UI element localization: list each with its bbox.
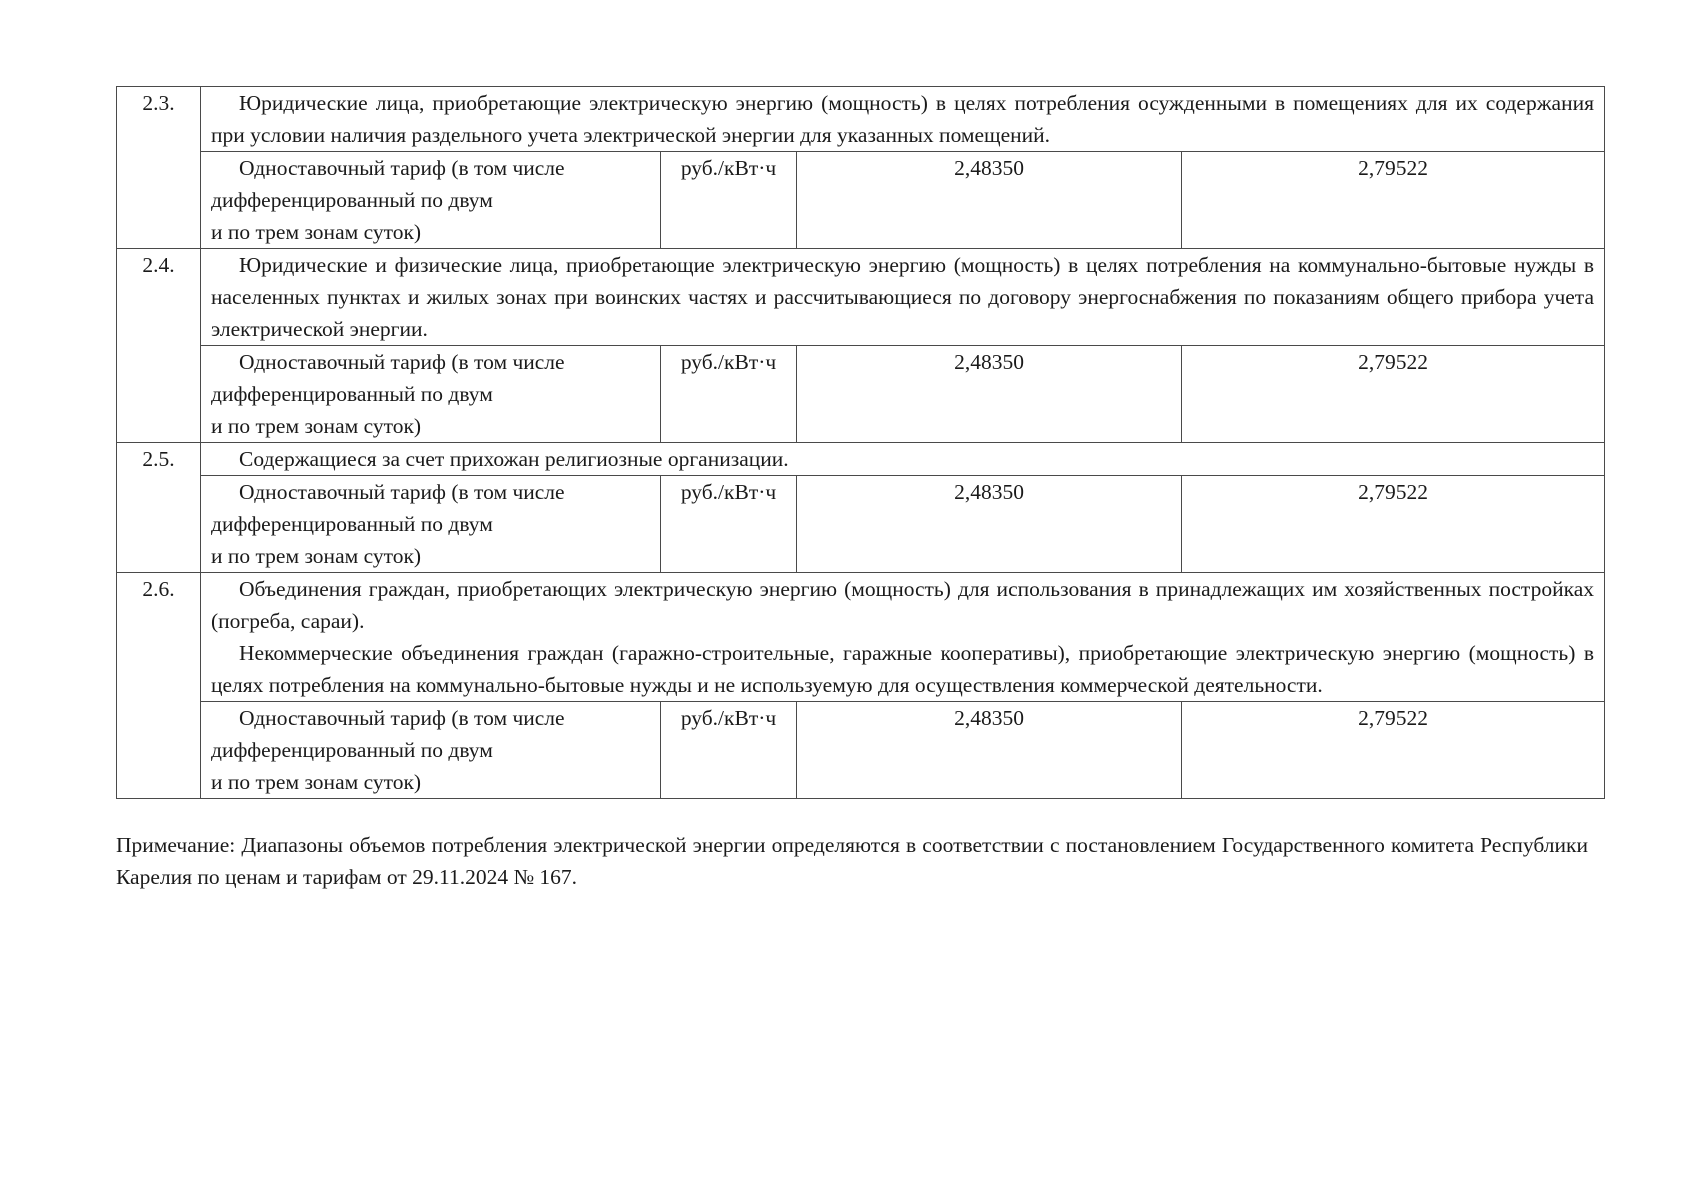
- category-description: [201, 87, 1605, 152]
- tariff-label-line: Одноставочный тариф (в том числе: [239, 156, 565, 180]
- tariff-label-line: Одноставочный тариф (в том числе: [239, 706, 565, 730]
- row-number: 2.6.: [117, 573, 201, 799]
- table-row-2-5-tariff: [117, 476, 1605, 573]
- table-row-2-6-tariff: [117, 702, 1605, 799]
- tariff-value-second: 2,79522: [1182, 476, 1605, 573]
- table-row-2-6: [117, 573, 1605, 702]
- tariff-unit: руб./кВт·ч: [661, 152, 797, 249]
- tariff-label-line: дифференцированный по двум: [211, 738, 493, 762]
- category-description: [201, 443, 1605, 476]
- tariff-label: [201, 702, 661, 799]
- tariff-unit: руб./кВт·ч: [661, 476, 797, 573]
- tariff-unit: руб./кВт·ч: [661, 702, 797, 799]
- description-paragraph: Юридические и физические лица, приобретающие электрическую энергию (мощность) в целях потребления на коммунально-бытовые нужды в населенных пунктах и жилых зонах при воинских частях и рассчитывающиеся по договору энергоснабжения по показаниям общего прибора учета электрической энергии.: [211, 253, 1595, 341]
- row-number: 2.3.: [117, 87, 201, 249]
- description-paragraph: Содержащиеся за счет прихожан религиозные организации.: [239, 447, 789, 471]
- description-paragraph: Объединения граждан, приобретающих электрическую энергию (мощность) для использования в принадлежащих им хозяйственных постройках (погреба, сараи).: [211, 577, 1595, 633]
- tariff-label: [201, 152, 661, 249]
- table-row-2-3-tariff: [117, 152, 1605, 249]
- tariff-label: [201, 346, 661, 443]
- description-paragraph: Некоммерческие объединения граждан (гаражно-строительные, гаражные кооперативы), приобретающие электрическую энергию (мощность) в целях потребления на коммунально-бытовые нужды и не используемую для осуществления коммерческой деятельности.: [211, 641, 1595, 697]
- tariff-label-line: и по трем зонам суток): [211, 414, 422, 438]
- table-row-2-4: [117, 249, 1605, 346]
- tariff-label-line: Одноставочный тариф (в том числе: [239, 480, 565, 504]
- table-row-2-4-tariff: [117, 346, 1605, 443]
- footnote: Примечание: Диапазоны объемов потребления электрической энергии определяются в соответствии с постановлением Государственного комитета Республики Карелия по ценам и тарифам от 29.11.2024 № 167.: [116, 833, 1588, 889]
- tariff-label-line: и по трем зонам суток): [211, 770, 422, 794]
- tariff-value-first: 2,48350: [797, 346, 1182, 443]
- tariff-value-first: 2,48350: [797, 476, 1182, 573]
- tariff-label-line: и по трем зонам суток): [211, 544, 422, 568]
- category-description: [201, 249, 1605, 346]
- tariff-table: [116, 86, 1605, 799]
- row-number: 2.5.: [117, 443, 201, 573]
- tariff-value-second: 2,79522: [1182, 346, 1605, 443]
- tariff-label-line: дифференцированный по двум: [211, 188, 493, 212]
- tariff-value-second: 2,79522: [1182, 702, 1605, 799]
- table-row-2-3: [117, 87, 1605, 152]
- tariff-unit: руб./кВт·ч: [661, 346, 797, 443]
- tariff-label-line: и по трем зонам суток): [211, 220, 422, 244]
- description-paragraph: Юридические лица, приобретающие электрическую энергию (мощность) в целях потребления осужденными в помещениях для их содержания при условии наличия раздельного учета электрической энергии для указанных помещений.: [211, 91, 1595, 147]
- category-description: [201, 573, 1605, 702]
- tariff-label-line: дифференцированный по двум: [211, 512, 493, 536]
- tariff-label-line: Одноставочный тариф (в том числе: [239, 350, 565, 374]
- document-page: [116, 86, 1604, 893]
- tariff-value-first: 2,48350: [797, 702, 1182, 799]
- tariff-label-line: дифференцированный по двум: [211, 382, 493, 406]
- tariff-value-second: 2,79522: [1182, 152, 1605, 249]
- tariff-label: [201, 476, 661, 573]
- table-row-2-5: [117, 443, 1605, 476]
- tariff-value-first: 2,48350: [797, 152, 1182, 249]
- row-number: 2.4.: [117, 249, 201, 443]
